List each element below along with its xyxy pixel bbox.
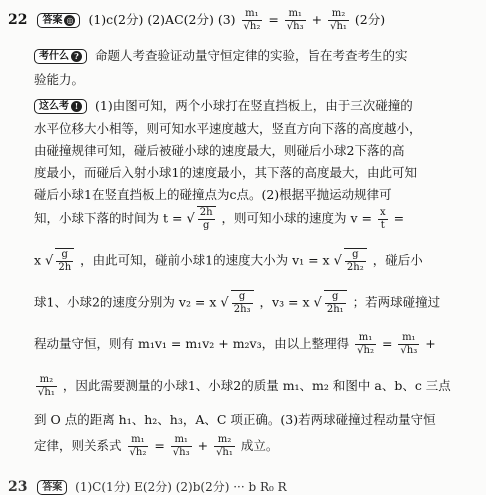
- q22-answer-line: [8, 8, 480, 33]
- text-line-9: 程动量守恒，则有 m₁v₁ = m₁v₂ + m₂v₃，由以上整理得 $\frac{\text{m₁}}{\text{√h₂}}$ = $\frac{\text{m₁}}{\text{√h₃}}$ +: [34, 332, 436, 356]
- text-line-4: 度最小，而碰后入射小球1的速度最小，其下落的高度最大，由此可知: [34, 165, 417, 180]
- frac-x-t: $\frac{x}{t}$: [380, 206, 386, 231]
- question-number: 22: [8, 12, 28, 28]
- text-line-6: 知，小球下落的时间为 t = √ $\frac{2h}{g}$ ，则可知小球的速度为 v = $\frac{x}{t}$ =: [34, 206, 405, 231]
- text-line-8: 球1、小球2的速度分别为 v₂ = x √ $\frac{g}{\text{2h₃}}$ ，v₃ = x √ $\frac{g}{\text{2h₁}}$ ；若两球碰撞过: [34, 291, 441, 315]
- text-line-3: 由碰撞规律可知，碰后被碰小球的速度最大，则碰后小球2下落的高: [34, 143, 405, 158]
- zen-tag: 这么考 !: [34, 99, 87, 114]
- frac-m2-h1: $\frac{\text{m₂}}{\text{√h₁}}$: [330, 8, 347, 32]
- kao-tag: 考什么 ?: [34, 49, 87, 64]
- text-line-2: 水平位移大小相等，则可知水平速度越大，竖直方向下落的高度越小，: [34, 121, 422, 136]
- info-icon: !: [71, 101, 82, 112]
- sqrt-g-2h: $\frac{g}{2h}$: [55, 248, 74, 274]
- frac-m1-h3: $\frac{\text{m₁}}{\text{√h₃}}$: [286, 8, 304, 32]
- frac-m1-h2: $\frac{\text{m₁}}{\text{√h₂}}$: [243, 8, 261, 32]
- question-icon: ?: [71, 51, 82, 62]
- answer-text: (1)c(2分) (2)AC(2分) (3): [88, 12, 236, 27]
- answer-tag: 答案 ◎: [37, 13, 80, 28]
- sqrt-g-2h1: $\frac{g}{\text{2h₁}}$: [324, 290, 347, 316]
- text-line-7: x √ $\frac{g}{2h}$ ，由此可知，碰前小球1的速度大小为 v₁ = x √ $\frac{g}{\text{2h₂}}$ ，碰后小: [34, 249, 423, 273]
- q23-cut-line: 23 答案 (1)C(1分) E(2分) (2)b(2分) ··· b R₀ R: [8, 479, 287, 495]
- sqrt-2h-g: $\frac{2h}{g}$: [197, 206, 216, 232]
- answer-icon: ◎: [64, 15, 75, 26]
- text-line-11: 到 O 点的距离 h₁、h₂、h₃，A、C 项正确。(3)若两球碰撞过程动量守恒: [34, 412, 436, 427]
- sqrt-g-2h3: $\frac{g}{\text{2h₃}}$: [231, 290, 254, 316]
- answer-score: (2分): [354, 12, 386, 27]
- zen-line-1: 这么考 ! (1)由图可知，两个小球打在竖直挡板上，由于三次碰撞的: [34, 96, 480, 114]
- kao-line-1: 考什么 ? 命题人考查验证动量守恒定律的实验，旨在考查考生的实: [34, 46, 480, 64]
- text-line-5: 碰后小球1在竖直挡板上的碰撞点为c点。(2)根据平抛运动规律可: [34, 187, 392, 202]
- text-line-12: 定律，则关系式 $\frac{\text{m₁}}{\text{√h₂}}$ = $\frac{\text{m₁}}{\text{√h₃}}$ + $\frac{\text{m₂}}{\text{√h₁}}$ 成立。: [34, 434, 279, 458]
- sqrt-g-2h2: $\frac{g}{\text{2h₂}}$: [344, 248, 367, 274]
- kao-line-2: 验能力。: [34, 72, 85, 87]
- text-line-10: $\frac{\text{m₂}}{\text{√h₁}}$ ，因此需要测量的小球1、小球2的质量 m₁、m₂ 和图中 a、b、c 三点: [38, 374, 451, 398]
- plus-sign: +: [311, 12, 323, 27]
- eq-sign: =: [268, 12, 279, 27]
